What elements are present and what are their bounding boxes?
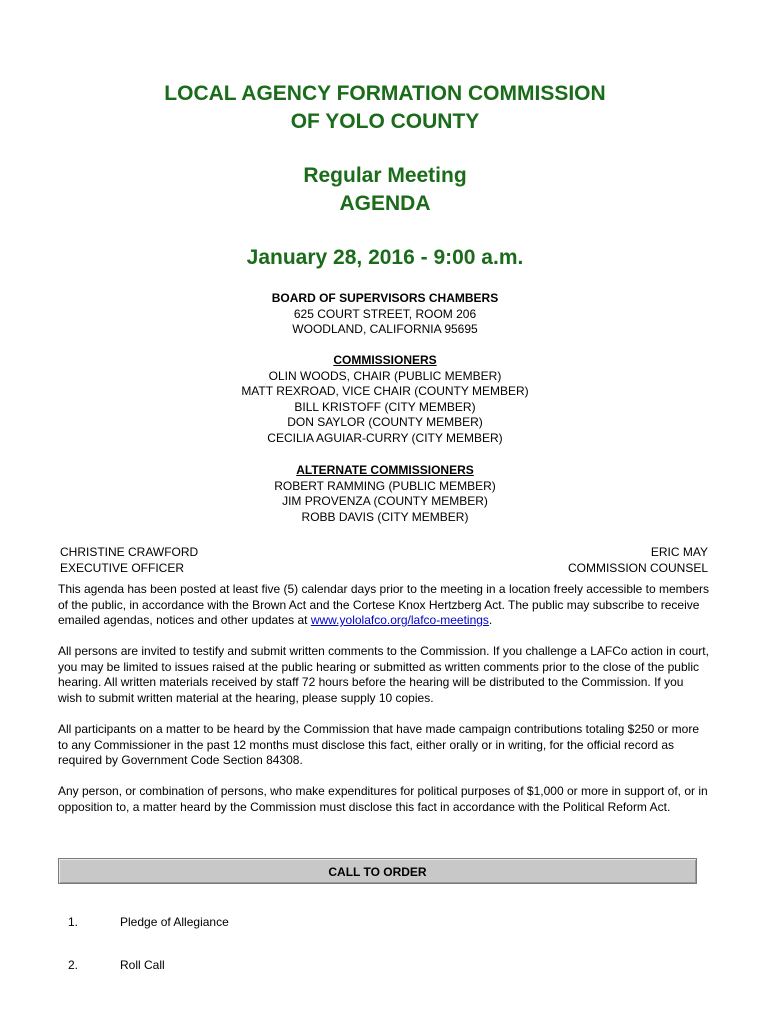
executive-officer-block <box>60 545 198 576</box>
street-address: 625 COURT STREET, ROOM 206 <box>293 306 477 321</box>
alternates-heading <box>0 463 770 479</box>
alternates-heading-text: ALTERNATE COMMISSIONERS <box>296 463 474 477</box>
commission-counsel-title: COMMISSION COUNSEL <box>567 560 708 575</box>
commissioner-item: OLIN WOODS, CHAIR (PUBLIC MEMBER) <box>268 368 502 383</box>
commission-counsel-name: ERIC MAY <box>650 545 708 559</box>
commissioner-item: MATT REXROAD, VICE CHAIR (COUNTY MEMBER) <box>241 384 529 398</box>
agenda-item-label: Pledge of Allegiance <box>120 915 229 929</box>
agenda-item-number: 1. <box>68 915 79 929</box>
meetings-link[interactable]: www.yololafco.org/lafco-meetings <box>310 613 489 627</box>
agenda-item-number: 2. <box>68 958 79 972</box>
city-address: WOODLAND, CALIFORNIA 95695 <box>292 322 478 336</box>
commissioners-heading <box>0 353 770 369</box>
executive-officer-name: CHRISTINE CRAWFORD <box>60 545 199 559</box>
posting-notice-end: . <box>488 613 493 627</box>
agenda-label: AGENDA <box>339 192 431 215</box>
agenda-item <box>68 914 229 930</box>
commissioners-heading-text: COMMISSIONERS <box>333 353 437 367</box>
alternate-item: ROBERT RAMMING (PUBLIC MEMBER) <box>274 478 496 493</box>
alternate-item: JIM PROVENZA (COUNTY MEMBER) <box>282 494 488 508</box>
expenditures-paragraph: Any person, or combination of persons, who make expenditures for political purposes of $1,000 or more in support of, or in opposition to, a matter heard by the Commission must disclose this fact in accordance with the Political Reform Act. <box>58 784 708 814</box>
commissioner-item: CECILIA AGUIAR-CURRY (CITY MEMBER) <box>267 430 503 445</box>
venue: BOARD OF SUPERVISORS CHAMBERS <box>271 291 499 305</box>
meeting-date-time: January 28, 2016 - 9:00 a.m. <box>246 246 524 269</box>
meeting-type: Regular Meeting <box>303 164 467 187</box>
posting-notice-paragraph <box>58 582 710 629</box>
contributions-paragraph: All participants on a matter to be heard by the Commission that have made campaign contributions totaling $250 or more to any Commissioner in the past 12 months must disclose this fact, either orally or in writing, for the official record as required by Government Code Section 84308. <box>58 722 700 767</box>
call-to-order-bar <box>58 858 697 884</box>
commissioner-item: DON SAYLOR (COUNTY MEMBER) <box>287 415 483 429</box>
executive-officer-title: EXECUTIVE OFFICER <box>60 560 185 575</box>
testimony-paragraph: All persons are invited to testify and submit written comments to the Commission. If you challenge a LAFCo action in court, you may be limited to issues raised at the public hearing or submitted as written comments prior to the close of the public hearing. All written materials received by staff 72 hours before the hearing will be distributed to the Commission. If you wish to submit written material at the hearing, please supply 10 copies. <box>58 644 709 705</box>
title-line-1: LOCAL AGENCY FORMATION COMMISSION <box>164 82 606 105</box>
commissioner-item: BILL KRISTOFF (CITY MEMBER) <box>294 399 476 414</box>
alternate-item: ROBB DAVIS (CITY MEMBER) <box>301 509 469 524</box>
agenda-item-label: Roll Call <box>120 958 165 972</box>
title-line-2: OF YOLO COUNTY <box>290 110 480 133</box>
call-to-order-heading: CALL TO ORDER <box>328 865 427 879</box>
agenda-item <box>68 957 165 973</box>
posting-notice-text: This agenda has been posted at least five (5) calendar days prior to the meeting in a location freely accessible to members of the public, in accordance with the Brown Act and the Cortese Knox Hertzberg Act. The public may subscribe to receive emailed agendas, notices and other updates at <box>58 582 710 627</box>
commission-counsel-block <box>568 545 708 576</box>
